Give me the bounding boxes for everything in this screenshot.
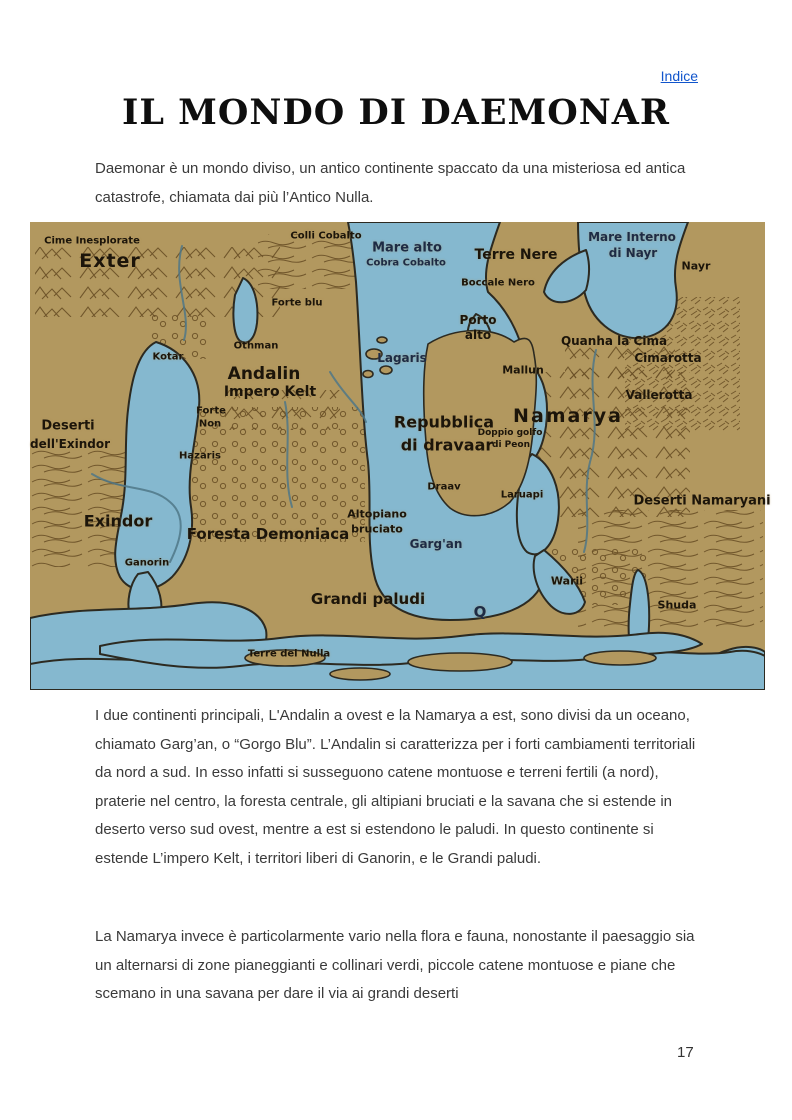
map-label: Shuda [657, 598, 697, 612]
map-label: Exter [79, 250, 141, 272]
map-label: Terre del Nulla [247, 648, 331, 660]
map-label: Laruapi [500, 489, 544, 501]
map-image [30, 222, 771, 690]
map-label: Cime Inesplorate [44, 235, 140, 247]
map-label: Cimarotta [634, 351, 702, 365]
map-label: Kotar [152, 351, 184, 363]
map-label: Andalin [227, 364, 301, 384]
map-label: Cobra Cobalto [366, 257, 446, 269]
map-label: bruciato [351, 522, 403, 536]
map-label: Non [198, 418, 222, 430]
map-label: di Nayr [608, 246, 658, 260]
map-label: Repubblica [393, 412, 495, 432]
map-label: Terre Nere [474, 247, 558, 263]
map-label: Altopiano [347, 507, 407, 521]
map-label: Impero Kelt [223, 384, 317, 400]
map-label: dell'Exindor [30, 437, 110, 451]
map-label: di dravaar [400, 435, 494, 455]
map-label: Lagaris [377, 351, 427, 365]
indice-link[interactable]: Indice [660, 68, 698, 84]
map-label: Quanha la Cima [560, 334, 668, 348]
map-label: Namarya [513, 405, 623, 427]
map-label: Colli Cobalto [290, 230, 362, 242]
intro-paragraph: Daemonar è un mondo diviso, un antico continente spaccato da una misteriosa ed antica catastrofe, chiamata dai più l’Antico Nulla. [95, 160, 686, 206]
map-label: Garg'an [409, 537, 463, 551]
map-label: Forte blu [271, 297, 323, 309]
page-title: IL MONDO DI DAEMONAR [122, 92, 670, 133]
map-label: Warii [550, 574, 584, 588]
continents-paragraph: I due continenti principali, L'Andalin a ovest e la Namarya a est, sono divisi da un oceano, chiamato Garg’an, o “Gorgo Blu”. L’Andalin si caratterizza per i forti cambiamenti territoriali da nord a sud. In esso infatti si susseguono catene montuose e terreni fertili (a nord), praterie nel centro, la foresta centrale, gli altipiani bruciati e la savana che si estende in deserto verso sud ovest, mentre a est si estendono le paludi. In questo continente si estende L’impero Kelt, i territori liberi di Ganorin, e le Grandi paludi. [95, 707, 696, 867]
map-label: Deserti Namaryani [633, 493, 771, 509]
map-label: Exindor [83, 511, 153, 531]
map-svg [30, 222, 765, 690]
map-label: alto [464, 328, 492, 342]
map-label: Foresta Demoniaca [186, 525, 350, 543]
page-number: 17 [677, 1044, 694, 1061]
map-label: Forte [196, 405, 226, 417]
map-label: Doppio golfo [477, 428, 543, 438]
dravaar-island [424, 331, 537, 516]
map-label: Mallun [502, 363, 544, 377]
map-label: Mare Interno [588, 230, 676, 244]
map-label: Ganorin [124, 557, 170, 569]
map-label: Mare alto [372, 240, 442, 256]
map-label: Porto [459, 313, 497, 327]
map-label: Draav [427, 481, 461, 493]
map-label: Hazaris [179, 450, 221, 462]
namarya-paragraph: La Namarya invece è particolarmente vario nella flora e fauna, nonostante il paesaggio sia un alternarsi di zone pianeggianti e collinari verdi, piccole catene montuose e piane che scemano in una savana per dare il via ai grandi deserti [95, 928, 695, 1003]
map-label: Boccale Nero [461, 277, 535, 289]
map-label: Vallerotta [625, 388, 693, 402]
map-label: Nayr [681, 259, 711, 273]
map-label: Deserti [41, 418, 95, 434]
map-label: Q [473, 603, 487, 621]
map-label: Grandi paludi [310, 590, 426, 608]
map-label: di Peon [492, 440, 530, 450]
map-label: Othman [233, 340, 279, 352]
